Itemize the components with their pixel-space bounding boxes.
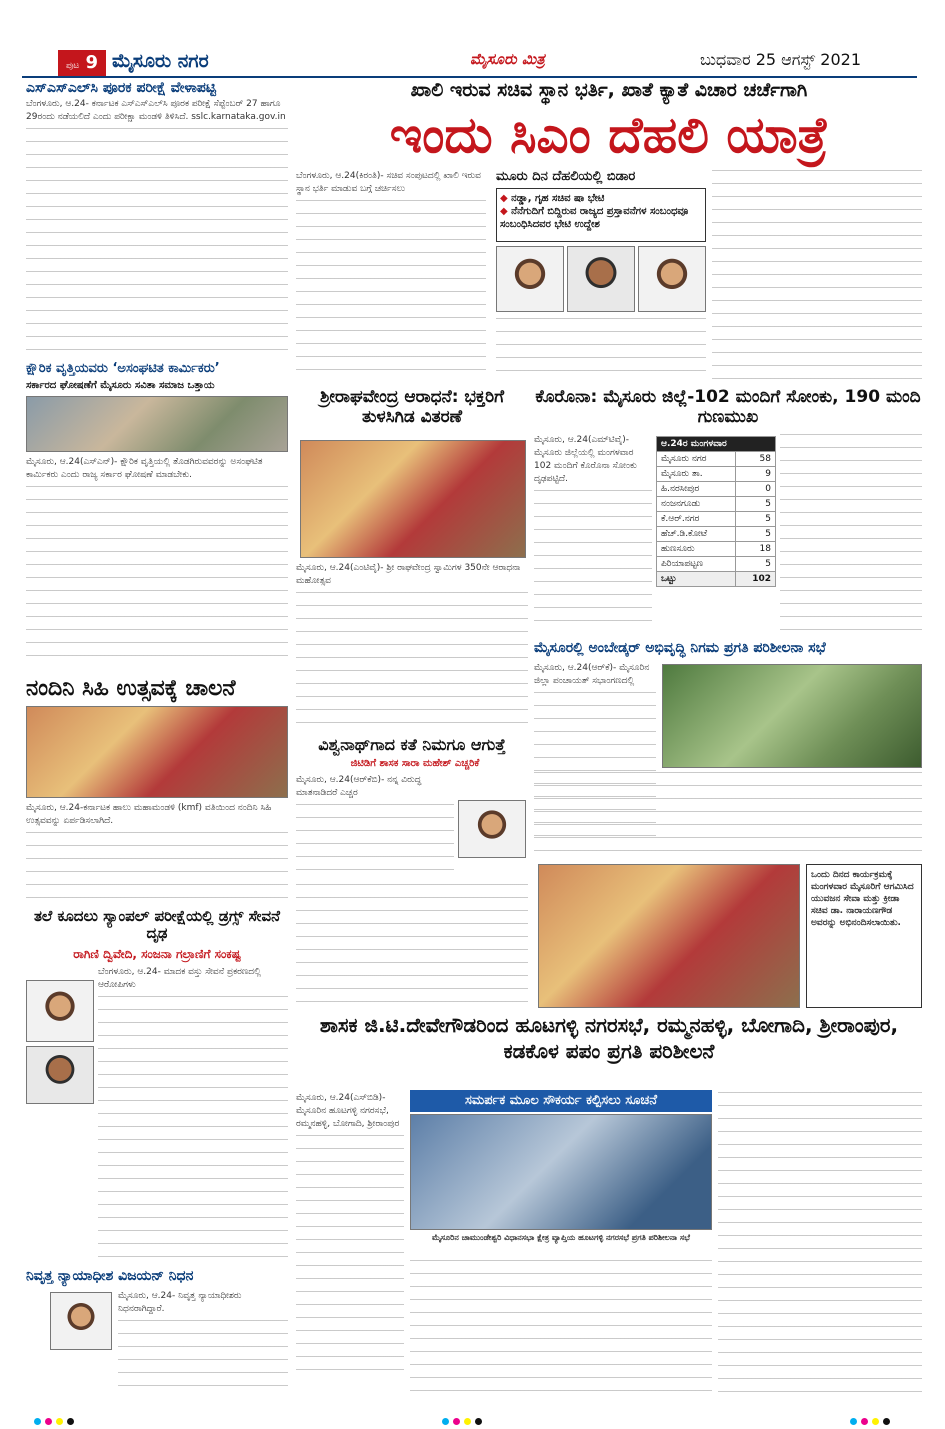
headline-sslc: ಎಸ್‌ಎಸ್‌ಎಲ್‌ಸಿ ಪೂರಕ ಪರೀಕ್ಷೆ ವೇಳಾಪಟ್ಟಿ [26, 80, 217, 96]
subhead-karmika: ಸರ್ಕಾರದ ಘೋಷಣೆಗೆ ಮೈಸೂರು ಸವಿತಾ ಸಮಾಜ ಒತ್ತಾಯ [26, 380, 215, 391]
body-corona: ಮೈಸೂರು, ಆ.24(ಎಮ್‌ಟಿವೈ)- ಮೈಸೂರು ಜಿಲ್ಲೆಯಲ್ಲಿ ಮಂಗಳವಾರ 102 ಮಂದಿಗೆ ಕೊರೊನಾ ಸೋಂಕು ದೃಢಪಟ್ಟಿದೆ. [534, 434, 652, 634]
subhead-vishwanath: ಜಿಟಿಡಿಗೆ ಶಾಸಕ ಸಾರಾ ಮಹೇಶ್ ಎಚ್ಚರಿಕೆ [350, 758, 480, 769]
table-total-row: ಒಟ್ಟು 102 [657, 572, 776, 587]
lead-body-col1: ಬೆಂಗಳೂರು, ಆ.24(ಕಿರಂತಿ)- ಸಚಿವ ಸಂಪುಟದಲ್ಲಿ ಖಾಲಿ ಇರುವ ಸ್ಥಾನ ಭರ್ತಿ ಮಾಡುವ ಬಗ್ಗೆ ಚರ್ಚಿಸಲು [296, 170, 486, 382]
caption-felicitation: ಒಂದು ದಿನದ ಕಾರ್ಯಕ್ರಮಕ್ಕೆ ಮಂಗಳವಾರ ಮೈಸೂರಿಗೆ ಆಗಮಿಸಿದ ಯುವಜನ ಸೇವಾ ಮತ್ತು ಕ್ರೀಡಾ ಸಚಿವ ಡಾ. ನಾರಾಯಣಗೌಡ ಅವರನ್ನು ಅಭಿನಂದಿಸಲಾಯಿತು. [806, 864, 922, 1008]
body-sslc: ಬೆಂಗಳೂರು, ಆ.24- ಕರ್ನಾಟಕ ಎಸ್‌ಎಸ್‌ಎಲ್‌ಸಿ ಪೂರಕ ಪರೀಕ್ಷೆ ಸೆಪ್ಟೆಂಬರ್ 27 ಹಾಗೂ 29ರಂದು ನಡೆಯಲಿದೆ ಎಂದು ಪರೀಕ್ಷಾ ಮಂಡಳಿ ತಿಳಿಸಿದೆ. sslc.karnataka.gov.in [26, 98, 288, 358]
lead-kicker: ಖಾಲಿ ಇರುವ ಸಚಿವ ಸ್ಥಾನ ಭರ್ತಿ, ಖಾತೆ ಕ್ಯಾತೆ ವಿಚಾರ ಚರ್ಚೆಗಾಗಿ [410, 79, 808, 101]
lead-bullets [496, 188, 706, 242]
body-drugs: ಬೆಂಗಳೂರು, ಆ.24- ಮಾದಕ ವಸ್ತು ಸೇವನೆ ಪ್ರಕರಣದಲ್ಲಿ ಆರೋಪಿಗಳು [98, 966, 288, 1262]
photo-gtd [410, 1114, 712, 1230]
subhead-drugs: ರಾಗಿಣಿ ದ್ವಿವೇದಿ, ಸಂಜನಾ ಗಲ್ರಾಣಿಗೆ ಸಂಕಷ್ಟ [73, 947, 241, 961]
corona-table-title: ಆ.24ರ ಮಂಗಳವಾರ [657, 437, 776, 452]
page-number-badge: ಪುಟ 9 [58, 50, 106, 76]
table-row: ಮೈಸೂರು ತಾ. 9 [657, 467, 776, 482]
table-row: ಹಿ.ನರಸೀಪುರ 0 [657, 482, 776, 497]
masthead-rule [22, 76, 917, 78]
lead-headline: ಇಂದು ಸಿಎಂ ದೆಹಲಿ ಯಾತ್ರೆ [389, 106, 829, 164]
table-row: ಪಿರಿಯಾಪಟ್ಟಣ 5 [657, 557, 776, 572]
gtd-banner: ಸಮರ್ಪಕ ಮೂಲ ಸೌಕರ್ಯ ಕಲ್ಪಿಸಲು ಸೂಚನೆ [410, 1090, 712, 1112]
photo-judge [50, 1292, 112, 1350]
body-ambedkar: ಮೈಸೂರು, ಆ.24(ಆರ್‌ಕೆ)- ಮೈಸೂರಿನ ಜಿಲ್ಲಾ ಪಂಚಾಯತ್ ಸಭಾಂಗಣದಲ್ಲಿ [534, 662, 656, 858]
headline-raghavendra: ಶ್ರೀರಾಘವೇಂದ್ರ ಆರಾಧನೆ: ಭಕ್ತರಿಗೆ ತುಳಸಿಗಿಡ ವಿತರಣೆ [320, 387, 504, 427]
body-ambedkar-cont [534, 772, 922, 858]
lead-bullet-1: ◆ ನಡ್ಡಾ, ಗೃಹ ಸಚಿವ ಷಾ ಭೇಟಿ [500, 192, 702, 205]
photo-sara-mahesh [458, 800, 526, 858]
body-nandini: ಮೈಸೂರು, ಆ.24-ಕರ್ನಾಟಕ ಹಾಲು ಮಹಾಮಂಡಳಿ (kmf) ವತಿಯಿಂದ ನಂದಿನಿ ಸಿಹಿ ಉತ್ಸವವನ್ನು ಏರ್ಪಡಿಸಲಾಗಿದೆ. [26, 802, 288, 902]
headline-judge: ನಿವೃತ್ತ ನ್ಯಾಯಾಧೀಶ ವಿಜಯನ್ ನಿಧನ [26, 1268, 194, 1284]
lead-body-col3 [712, 170, 922, 382]
body-judge: ಮೈಸೂರು, ಆ.24- ನಿವೃತ್ತ ನ್ಯಾಯಾಧೀಶರು ನಿಧನರಾಗಿದ್ದಾರೆ. [118, 1290, 288, 1398]
lead-subhead: ಮೂರು ದಿನ ದೆಹಲಿಯಲ್ಲಿ ಬಿಡಾರ [496, 169, 636, 184]
body-gtd-col2 [410, 1260, 712, 1398]
headline-ambedkar: ಮೈಸೂರಲ್ಲಿ ಅಂಬೇಡ್ಕರ್ ಅಭಿವೃದ್ಧಿ ನಿಗಮ ಪ್ರಗತಿ ಪರಿಶೀಲನಾ ಸಭೆ [534, 640, 826, 656]
lead-bullet-2: ◆ ನೆನೆಗುದಿಗೆ ಬಿದ್ದಿರುವ ರಾಜ್ಯದ ಪ್ರಸ್ತಾವನೆಗಳ ಸಂಬಂಧವೂ ಸಂಬಂಧಿಸಿದವರ ಭೇಟಿ ಉದ್ದೇಶ [500, 205, 702, 231]
corona-table [656, 436, 776, 587]
body-vishwanath-cont [296, 884, 528, 1004]
section-title: ಮೈಸೂರು ನಗರ [112, 50, 209, 72]
newspaper-name: ಮೈಸೂರು ಮಿತ್ರ [470, 50, 545, 68]
headline-nandini: ನಂದಿನಿ ಸಿಹಿ ಉತ್ಸವಕ್ಕೆ ಚಾಲನೆ [26, 676, 236, 701]
photo-nadda [496, 246, 564, 312]
headline-gtd: ಶಾಸಕ ಜಿ.ಟಿ.ದೇವೇಗೌಡರಿಂದ ಹೂಟಗಳ್ಳಿ ನಗರಸಭೆ, ರಮ್ಮನಹಳ್ಳಿ, ಬೋಗಾದಿ, ಶ್ರೀರಾಂಪುರ, ಕಡಕೊಳ ಪಪಂ ಪ್ರಗತಿ ಪರಿಶೀಲನೆ [319, 1013, 899, 1063]
photo-bommai [567, 246, 635, 312]
photo-amit-shah [638, 246, 706, 312]
photo-ragini [26, 980, 94, 1042]
table-row: ಮೈಸೂರು ನಗರ 58 [657, 452, 776, 467]
photo-ambedkar [662, 664, 922, 768]
table-row: ಹೆಚ್.ಡಿ.ಕೋಟೆ 5 [657, 527, 776, 542]
headline-karmika: ಕ್ಷೌರಿಕ ವೃತ್ತಿಯವರು ‘ಅಸಂಘಟಿತ ಕಾರ್ಮಿಕರು’ [26, 361, 220, 376]
body-raghavendra: ಮೈಸೂರು, ಆ.24(ಎಂಟಿವೈ)- ಶ್ರೀ ರಾಘವೇಂದ್ರ ಸ್ವಾಮಿಗಳ 350ನೇ ಆರಾಧನಾ ಮಹೋತ್ಸವ [296, 562, 528, 732]
caption-gtd: ಮೈಸೂರಿನ ಚಾಮುಂಡೇಶ್ವರಿ ವಿಧಾನಸಭಾ ಕ್ಷೇತ್ರ ವ್ಯಾಪ್ತಿಯ ಹೂಟಗಳ್ಳಿ ನಗರಸಭೆ ಪ್ರಗತಿ ಪರಿಶೀಲನಾ ಸಭೆ [432, 1233, 690, 1242]
body-gtd-col3 [718, 1092, 922, 1398]
body-karmika: ಮೈಸೂರು, ಆ.24(ಎಸ್‌ಎನ್)- ಕ್ಷೌರಿಕ ವೃತ್ತಿಯಲ್ಲಿ ತೊಡಗಿರುವವರನ್ನು ಅಸಂಘಟಿತ ಕಾರ್ಮಿಕರು ಎಂದು ರಾಜ್ಯ ಸರ್ಕಾರ ಘೋಷಣೆ ಮಾಡಬೇಕು. [26, 456, 288, 668]
photo-sanjana [26, 1046, 94, 1104]
body-vishwanath: ಮೈಸೂರು, ಆ.24(ಆರ್‌ಕೆಬಿ)- ನನ್ನ ವಿರುದ್ಧ ಮಾತನಾಡಿದರೆ ಎಚ್ಚರ [296, 774, 454, 882]
table-row: ಹುಣಸೂರು 18 [657, 542, 776, 557]
headline-vishwanath: ವಿಶ್ವನಾಥ್‌ಗಾದ ಕತೆ ನಿಮಗೂ ಆಗುತ್ತೆ [318, 735, 506, 754]
photo-karmika [26, 396, 288, 452]
lead-body-col2 [496, 318, 706, 382]
headline-drugs: ತಲೆ ಕೂದಲು ಸ್ಯಾಂಪಲ್ ಪರೀಕ್ಷೆಯಲ್ಲಿ ಡ್ರಗ್ಸ್ ಸೇವನೆ ದೃಢ [33, 907, 281, 943]
headline-corona: ಕೊರೊನಾ: ಮೈಸೂರು ಜಿಲ್ಲೆ-102 ಮಂದಿಗೆ ಸೋಂಕು, 190 ಮಂದಿ ಗುಣಮುಖ [535, 387, 921, 427]
table-row: ನಂಜನಗೂಡು 5 [657, 497, 776, 512]
table-row: ಕೆ.ಆರ್.ನಗರ 5 [657, 512, 776, 527]
issue-date: ಬುಧವಾರ 25 ಆಗಸ್ಟ್ 2021 [700, 50, 862, 69]
photo-raghavendra [300, 440, 526, 558]
photo-nandini [26, 706, 288, 798]
body-gtd-col1: ಮೈಸೂರು, ಆ.24(ಎಸ್‌ಬಿಡಿ)- ಮೈಸೂರಿನ ಹೂಟಗಳ್ಳಿ ನಗರಸಭೆ, ರಮ್ಮನಹಳ್ಳಿ, ಬೋಗಾದಿ, ಶ್ರೀರಾಂಪುರ [296, 1092, 404, 1398]
body-corona-col3 [780, 434, 922, 634]
photo-felicitation [538, 864, 800, 1008]
print-color-marks [0, 1404, 945, 1424]
